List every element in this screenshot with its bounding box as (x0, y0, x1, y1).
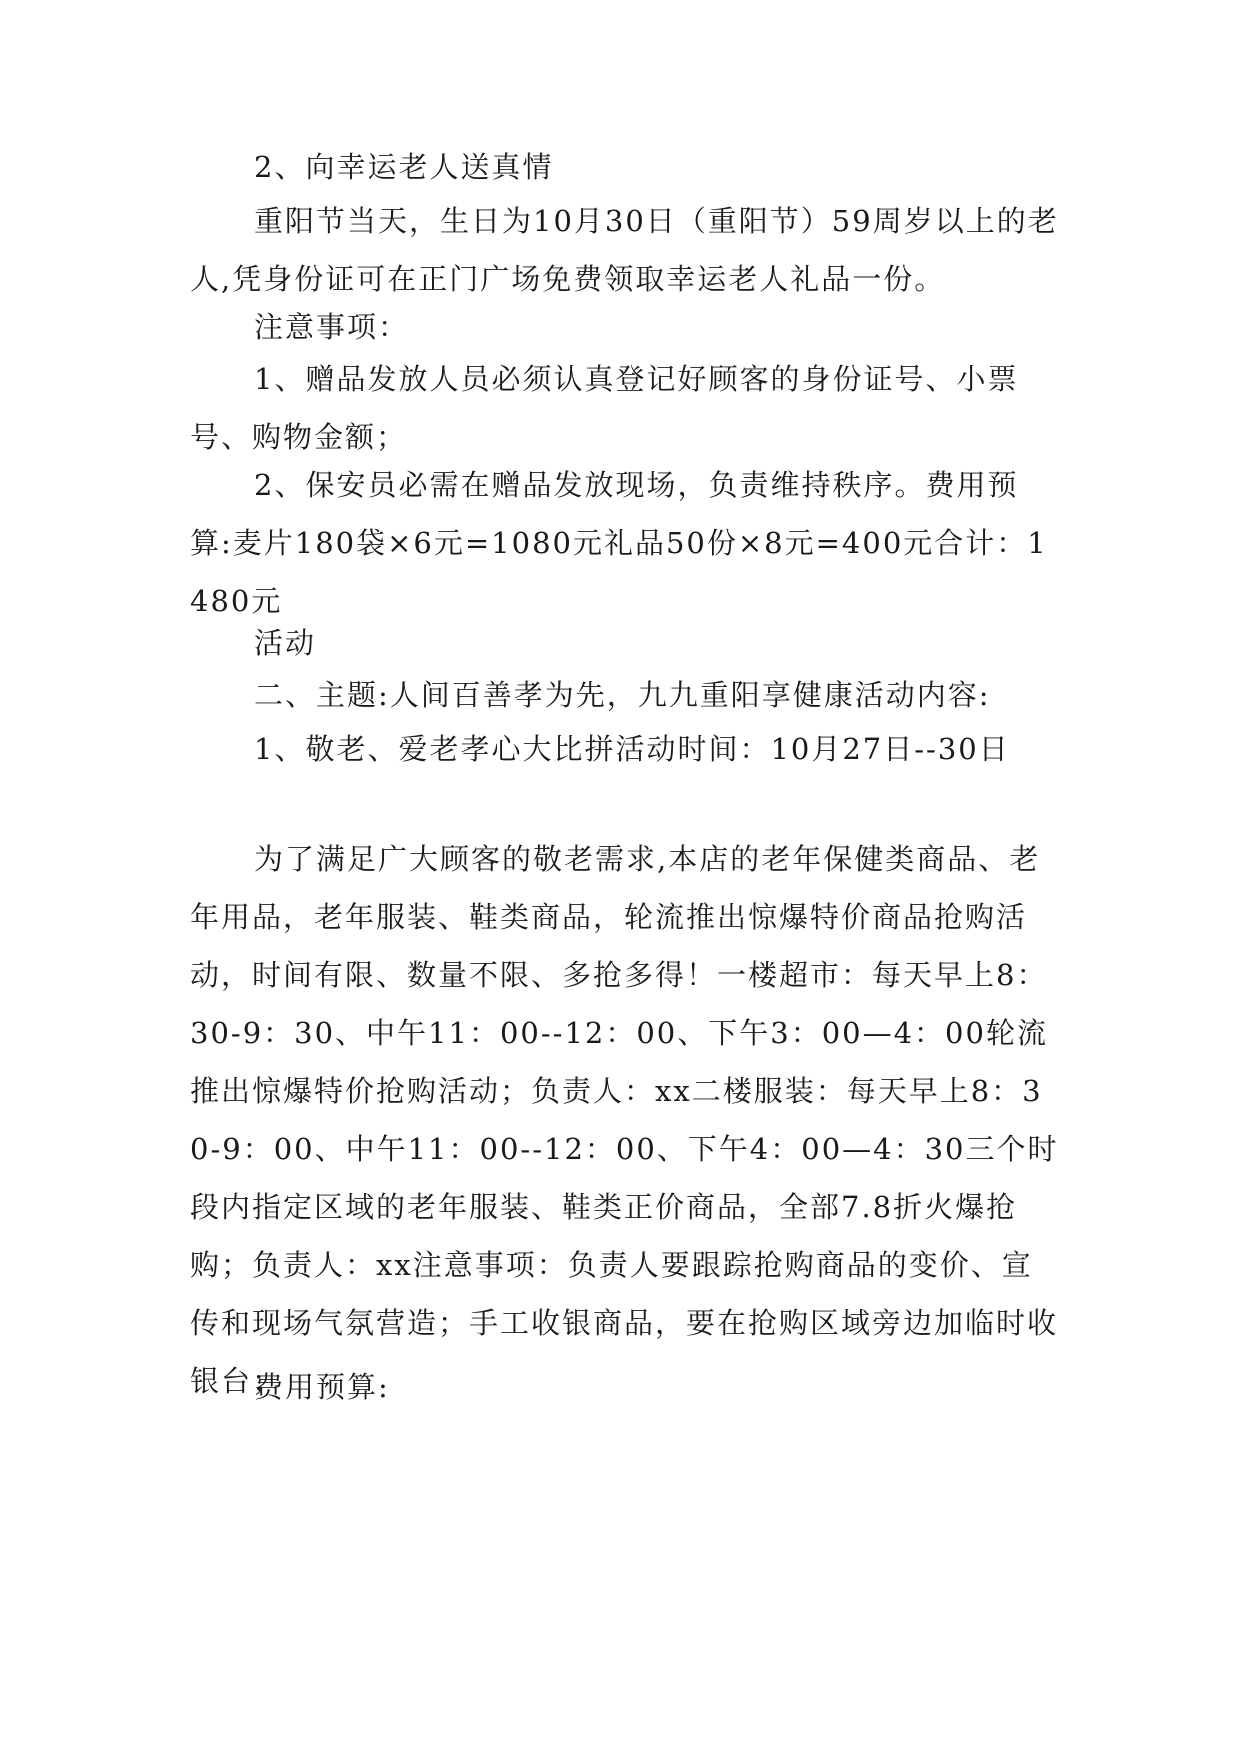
paragraph-activity-label: 活动 (254, 626, 317, 660)
paragraph-activity-details: 为了满足广大顾客的敬老需求,本店的老年保健类商品、老年用品，老年服装、鞋类商品，轮流推出惊爆特价商品抢购活动，时间有限、数量不限、多抢多得！一楼超市：每天早上8：30-9：30、中午11：00--12：00、下午3：00—4：00轮流推出惊爆特价抢购活动；负责人：xx二楼服装：每天早上8：30-9：00、中午11：00--12：00、下午4：00—4：30三个时段内指定区域的老年服装、鞋类正价商品，全部7.8折火爆抢购；负责人：xx注意事项：负责人要跟踪抢购商品的变价、宣传和现场气氛营造；手工收银商品，要在抢购区域旁边加临时收银台； (190, 842, 1059, 1398)
paragraph-notes-heading: 注意事项： (254, 310, 410, 344)
paragraph-theme: 二、主题:人间百善孝为先，九九重阳享健康活动内容: (254, 678, 991, 712)
paragraph-budget-heading: 费用预算: (254, 1370, 390, 1404)
paragraph-activity-time: 1、敬老、爱老孝心大比拼活动时间：10月27日--30日 (254, 732, 1010, 766)
paragraph-note-2-budget: 2、保安员必需在赠品发放现场，负责维持秩序。费用预算:麦片180袋×6元=1080元礼品50份×8元=400元合计：1480元 (190, 468, 1048, 618)
paragraph-lucky-elder-gift: 重阳节当天，生日为10月30日（重阳节）59周岁以上的老人,凭身份证可在正门广场免费领取幸运老人礼品一份。 (190, 204, 1059, 296)
paragraph-note-1: 1、赠品发放人员必须认真登记好顾客的身份证号、小票号、购物金额； (190, 362, 1019, 454)
paragraph-lucky-elder-heading: 2、向幸运老人送真情 (254, 150, 554, 184)
